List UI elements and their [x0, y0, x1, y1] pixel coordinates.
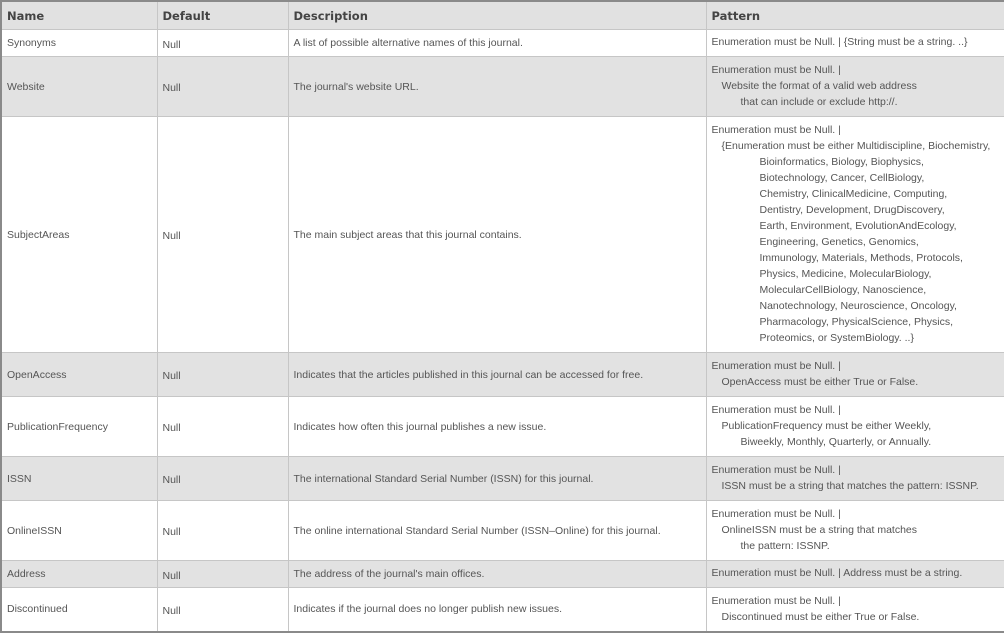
table-row [1, 561, 1004, 588]
table-row [1, 501, 1004, 561]
table-row [1, 353, 1004, 397]
header-default: Default [157, 1, 288, 30]
cell-pattern [706, 561, 1004, 588]
header-row [1, 1, 1004, 30]
pattern-line: OnlineISSN must be a string that matches [721, 524, 918, 536]
table-row [1, 397, 1004, 457]
pattern-line: Biotechnology, Cancer, CellBiology, [759, 172, 925, 184]
pattern-line: Enumeration must be Null. | [711, 64, 841, 76]
pattern-line: Engineering, Genetics, Genomics, [759, 236, 919, 248]
cell-default: Null [157, 397, 288, 457]
cell-description: The address of the journal's main offices. [288, 561, 706, 588]
cell-description: Indicates that the articles published in this journal can be accessed for free. [288, 353, 706, 397]
pattern-line: Enumeration must be Null. | [711, 508, 841, 520]
pattern-line: MolecularCellBiology, Nanoscience, [759, 284, 927, 296]
pattern-line: the pattern: ISSNP. [740, 540, 830, 552]
cell-name: Synonyms [1, 30, 157, 57]
pattern-line: Enumeration must be Null. | [711, 360, 841, 372]
cell-default: Null [157, 457, 288, 501]
pattern-line: Proteomics, or SystemBiology. ..} [759, 332, 914, 344]
pattern-line: Enumeration must be Null. | {String must be a string. ..} [711, 36, 968, 48]
cell-default: Null [157, 30, 288, 57]
cell-description: The journal's website URL. [288, 57, 706, 117]
cell-description: A list of possible alternative names of this journal. [288, 30, 706, 57]
cell-default: Null [157, 588, 288, 632]
pattern-line: Pharmacology, PhysicalScience, Physics, [759, 316, 954, 328]
pattern-line: OpenAccess must be either True or False. [721, 376, 919, 388]
header-name: Name [1, 1, 157, 30]
pattern-line: Enumeration must be Null. | [711, 404, 841, 416]
cell-name: SubjectAreas [1, 117, 157, 353]
cell-name: ISSN [1, 457, 157, 501]
cell-default: Null [157, 501, 288, 561]
cell-description: Indicates if the journal does no longer publish new issues. [288, 588, 706, 632]
pattern-line: Dentistry, Development, DrugDiscovery, [759, 204, 945, 216]
cell-description: The international Standard Serial Number (ISSN) for this journal. [288, 457, 706, 501]
cell-default: Null [157, 117, 288, 353]
pattern-line: Nanotechnology, Neuroscience, Oncology, [759, 300, 957, 312]
pattern-line: Enumeration must be Null. | [711, 464, 841, 476]
cell-name: Website [1, 57, 157, 117]
cell-pattern [706, 588, 1004, 632]
pattern-line: Enumeration must be Null. | Address must be a string. [711, 567, 963, 579]
table-row [1, 57, 1004, 117]
cell-pattern [706, 501, 1004, 561]
cell-name: Address [1, 561, 157, 588]
cell-name: PublicationFrequency [1, 397, 157, 457]
pattern-line: ISSN must be a string that matches the pattern: ISSNP. [721, 480, 979, 492]
cell-description: The main subject areas that this journal contains. [288, 117, 706, 353]
cell-pattern [706, 57, 1004, 117]
pattern-line: that can include or exclude http://. [740, 96, 898, 108]
cell-default: Null [157, 561, 288, 588]
pattern-line: Earth, Environment, EvolutionAndEcology, [759, 220, 957, 232]
cell-default: Null [157, 57, 288, 117]
pattern-line: Chemistry, ClinicalMedicine, Computing, [759, 188, 948, 200]
cell-description: The online international Standard Serial Number (ISSN–Online) for this journal. [288, 501, 706, 561]
cell-default: Null [157, 353, 288, 397]
table-row [1, 457, 1004, 501]
table-row [1, 30, 1004, 57]
cell-pattern [706, 353, 1004, 397]
pattern-line: PublicationFrequency must be either Weekly, [721, 420, 932, 432]
cell-name: OnlineISSN [1, 501, 157, 561]
pattern-line: Bioinformatics, Biology, Biophysics, [759, 156, 924, 168]
pattern-line: Biweekly, Monthly, Quarterly, or Annually. [740, 436, 932, 448]
cell-name: Discontinued [1, 588, 157, 632]
pattern-line: Discontinued must be either True or False. [721, 611, 920, 623]
cell-description: Indicates how often this journal publishes a new issue. [288, 397, 706, 457]
cell-pattern [706, 397, 1004, 457]
header-description: Description [288, 1, 706, 30]
table-row [1, 117, 1004, 353]
pattern-line: Website the format of a valid web address [721, 80, 917, 92]
cell-pattern [706, 30, 1004, 57]
cell-pattern [706, 457, 1004, 501]
pattern-line: {Enumeration must be either Multidiscipline, Biochemistry, [721, 140, 991, 152]
table-row [1, 588, 1004, 632]
cell-pattern [706, 117, 1004, 353]
pattern-line: Immunology, Materials, Methods, Protocols, [759, 252, 963, 264]
header-pattern: Pattern [706, 1, 1004, 30]
pattern-line: Enumeration must be Null. | [711, 595, 841, 607]
pattern-line: Enumeration must be Null. | [711, 124, 841, 136]
cell-name: OpenAccess [1, 353, 157, 397]
pattern-line: Physics, Medicine, MolecularBiology, [759, 268, 932, 280]
